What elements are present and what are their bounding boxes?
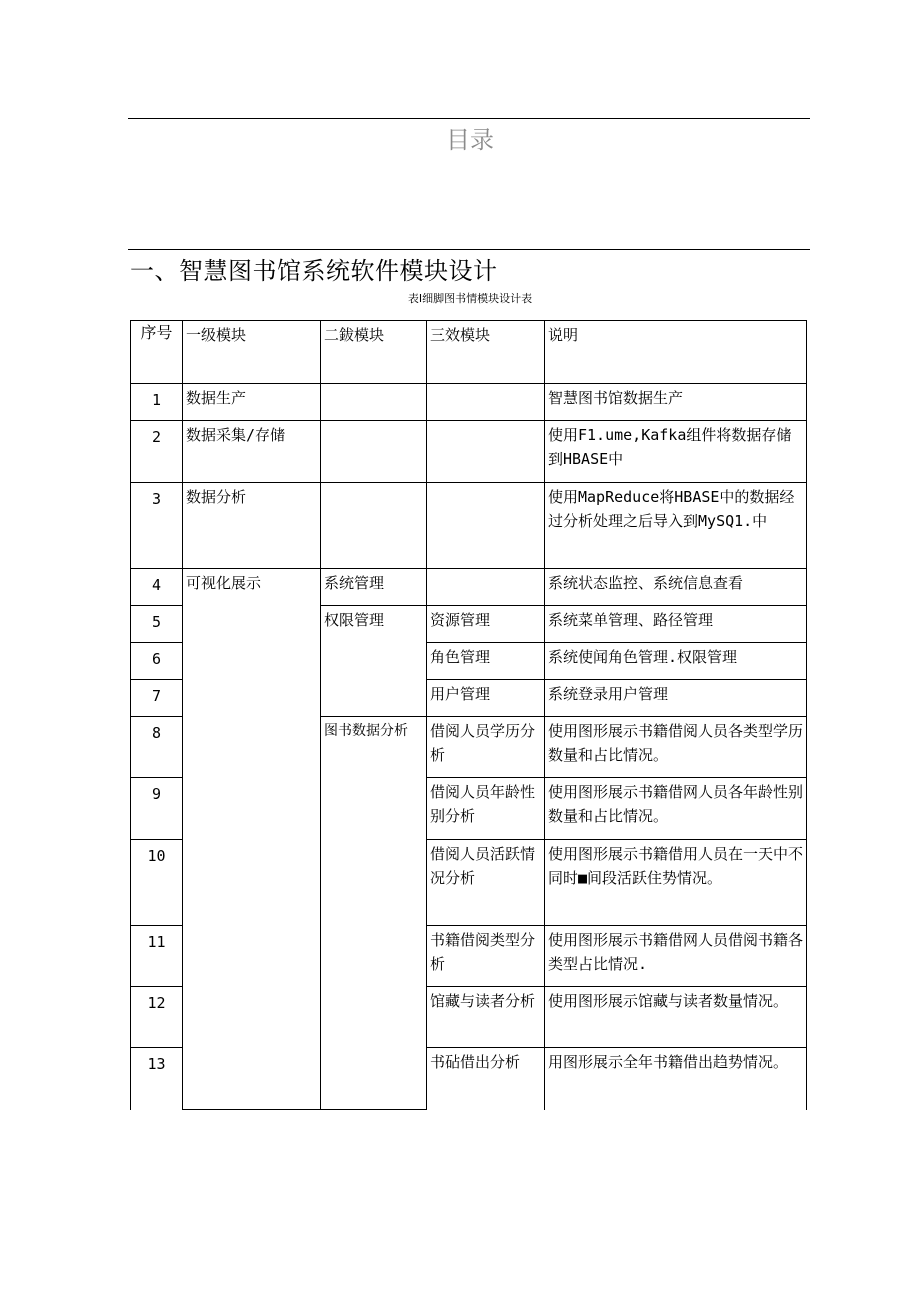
cell-no: 3 xyxy=(131,483,183,569)
cell-desc: 使用图形展示馆藏与读者数量情况。 xyxy=(545,987,807,1048)
cell-desc: 系统登录用户管理 xyxy=(545,680,807,717)
cell-no: 10 xyxy=(131,840,183,926)
header-level3: 三效模块 xyxy=(427,321,545,384)
cell-level3: 借阅人员年龄性别分析 xyxy=(427,778,545,840)
cell-no: 1 xyxy=(131,384,183,421)
cell-no: 13 xyxy=(131,1048,183,1110)
cell-desc: 使用图形展示书籍借阅人员各类型学历数量和占比情况。 xyxy=(545,717,807,778)
cell-level2-merged: 权限管理 xyxy=(321,606,427,717)
cell-level3 xyxy=(427,384,545,421)
table-row xyxy=(131,421,807,483)
cell-level2 xyxy=(321,384,427,421)
cell-no: 2 xyxy=(131,421,183,483)
header-level1: 一级模块 xyxy=(183,321,321,384)
cell-no: 5 xyxy=(131,606,183,643)
cell-level3: 资源管理 xyxy=(427,606,545,643)
cell-level3: 借阅人员活跃情况分析 xyxy=(427,840,545,926)
cell-desc: 系统使闻角色管理.权限管理 xyxy=(545,643,807,680)
cell-no: 4 xyxy=(131,569,183,606)
cell-level3: 书砧借出分析 xyxy=(427,1048,545,1110)
header-desc: 说明 xyxy=(545,321,807,384)
header-level2: 二鈸模块 xyxy=(321,321,427,384)
cell-desc: 使用图形展示书籍借网人员各年龄性别数量和占比情况。 xyxy=(545,778,807,840)
cell-level1: 数据采集/存储 xyxy=(183,421,321,483)
cell-level3: 馆藏与读者分析 xyxy=(427,987,545,1048)
cell-no: 7 xyxy=(131,680,183,717)
cell-no: 12 xyxy=(131,987,183,1048)
cell-desc: 系统状态监控、系统信息查看 xyxy=(545,569,807,606)
cell-desc: 智慧图书馆数据生产 xyxy=(545,384,807,421)
cell-no: 11 xyxy=(131,926,183,987)
cell-level2 xyxy=(321,483,427,569)
cell-no: 8 xyxy=(131,717,183,778)
cell-desc: 使用MapReduce将HBASE中的数据经过分析处理之后导入到MySQ1.中 xyxy=(545,483,807,569)
cell-level2 xyxy=(321,421,427,483)
top-rule xyxy=(128,118,810,119)
header-no: 序号 xyxy=(131,321,183,384)
cell-level2: 系统管理 xyxy=(321,569,427,606)
cell-level3: 角色管理 xyxy=(427,643,545,680)
cell-level2-merged: 图书数据分析 xyxy=(321,717,427,1110)
section-rule xyxy=(128,249,810,250)
cell-desc: 使用F1.ume,Kafka组件将数据存储到HBASE中 xyxy=(545,421,807,483)
cell-desc: 使用图形展示书籍借网人员借阅书籍各类型占比情况. xyxy=(545,926,807,987)
table-row xyxy=(131,384,807,421)
cell-level1: 数据生产 xyxy=(183,384,321,421)
cell-level3 xyxy=(427,421,545,483)
cell-level1-merged: 可视化展示 xyxy=(183,569,321,1110)
table-row xyxy=(131,569,807,606)
cell-no: 6 xyxy=(131,643,183,680)
module-design-table xyxy=(130,320,807,1110)
cell-level3: 用户管理 xyxy=(427,680,545,717)
cell-level3: 借阅人员学历分析 xyxy=(427,717,545,778)
cell-level1: 数据分析 xyxy=(183,483,321,569)
table-header-row xyxy=(131,321,807,384)
cell-level3 xyxy=(427,483,545,569)
cell-level3: 书籍借阅类型分析 xyxy=(427,926,545,987)
section-heading: 一、智慧图书馆系统软件模块设计 xyxy=(130,257,498,285)
cell-desc: 系统菜单管理、路径管理 xyxy=(545,606,807,643)
table-caption: 表Ⅰ细脚图书情模块设计表 xyxy=(407,292,533,305)
cell-desc: 使用图形展示书籍借用人员在一天中不同时■间段活跃住势情况。 xyxy=(545,840,807,926)
toc-title: 目录 xyxy=(446,126,494,154)
cell-level3 xyxy=(427,569,545,606)
cell-desc: 用图形展示全年书籍借出趋势情况。 xyxy=(545,1048,807,1110)
table-row xyxy=(131,483,807,569)
cell-no: 9 xyxy=(131,778,183,840)
